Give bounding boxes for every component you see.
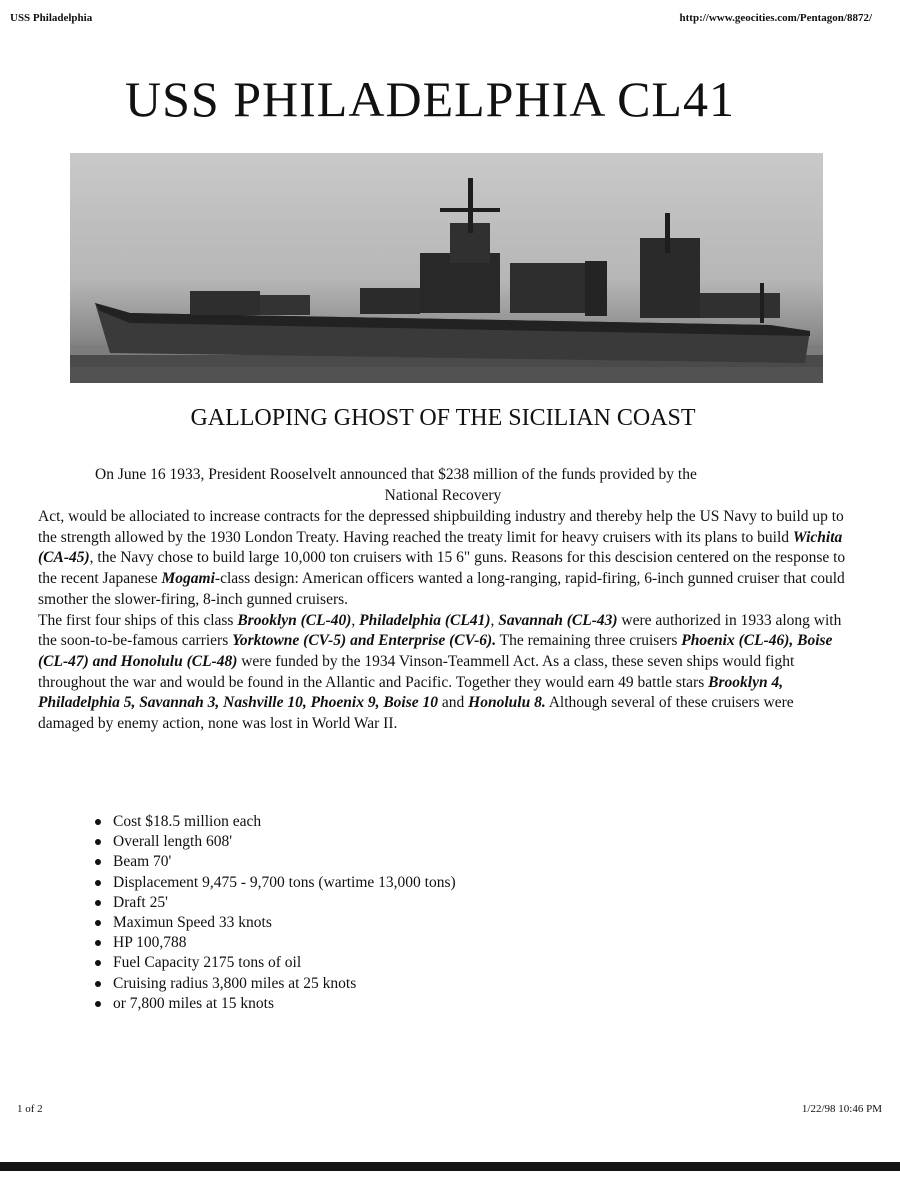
spec-item: Overall length 608': [95, 832, 456, 852]
history-body: [38, 507, 848, 735]
section-subtitle: GALLOPING GHOST OF THE SICILIAN COAST: [190, 405, 696, 431]
warship-photo-icon: [70, 153, 823, 383]
history-paragraph-1: Act, would be allociated to increase contracts for the depressed shipbuilding industry and thereby help the US Navy to build up to the strength allowed by the 1930 London Treaty. Having reached the treaty limit for heavy cruisers with its plans to build Wichita (CA-45), the Navy chose to build large 10,000 ton cruisers with 15 6" guns. Reasons for this descision centered on the response to the recent Japanese Mogami-class design: American officers wanted a long-ranging, rapid-firing, 6-inch gunned cruiser that could smother the slower-firing, 8-inch gunned cruisers.: [38, 508, 846, 608]
history-paragraph-2: The first four ships of this class Brooklyn (CL-40), Philadelphia (CL41), Savannah (CL-43) were authorized in 1933 along with the soon-to-be-famous carriers Yorktowne (CV-5) and Enterprise (CV-6). The remaining three cruisers Phoenix (CL-46), Boise (CL-47) and Honolulu (CL-48) were funded by the 1934 Vinson-Teammell Act. As a class, these seven ships would fight throughout the war and would be found in the Allantic and Pacific. Together they would earn 49 battle stars Brooklyn 4, Philadelphia 5, Savannah 3, Nashville 10, Phoenix 9, Boise 10 and Honolulu 8. Although several of these cruisers were damaged by enemy action, none was lost in World War II.: [38, 611, 842, 733]
spec-item: Displacement 9,475 - 9,700 tons (wartime 13,000 tons): [95, 873, 456, 893]
scan-edge-bar: [0, 1162, 900, 1171]
spec-item: Fuel Capacity 2175 tons of oil: [95, 953, 456, 973]
specifications-list: [95, 812, 456, 1014]
spec-item: or 7,800 miles at 15 knots: [95, 994, 456, 1014]
print-timestamp: 1/22/98 10:46 PM: [801, 1103, 882, 1115]
spec-item: Maximun Speed 33 knots: [95, 913, 456, 933]
warship-photo: [70, 153, 823, 383]
spec-item: Beam 70': [95, 852, 456, 872]
intro-line-1: On June 16 1933, President Rooselvelt announced that $238 million of the funds provided by the: [95, 466, 697, 483]
spec-item: Cruising radius 3,800 miles at 25 knots: [95, 974, 456, 994]
print-header-title: USS Philadelphia: [10, 12, 93, 24]
page-title: USS PHILADELPHIA CL41: [125, 71, 735, 127]
intro-line-2: National Recovery: [384, 487, 502, 504]
spec-item: Draft 25': [95, 893, 456, 913]
spec-item: HP 100,788: [95, 933, 456, 953]
page-count: 1 of 2: [17, 1103, 43, 1115]
print-header-url: http://www.geocities.com/Pentagon/8872/: [679, 12, 872, 24]
spec-item: Cost $18.5 million each: [95, 812, 456, 832]
